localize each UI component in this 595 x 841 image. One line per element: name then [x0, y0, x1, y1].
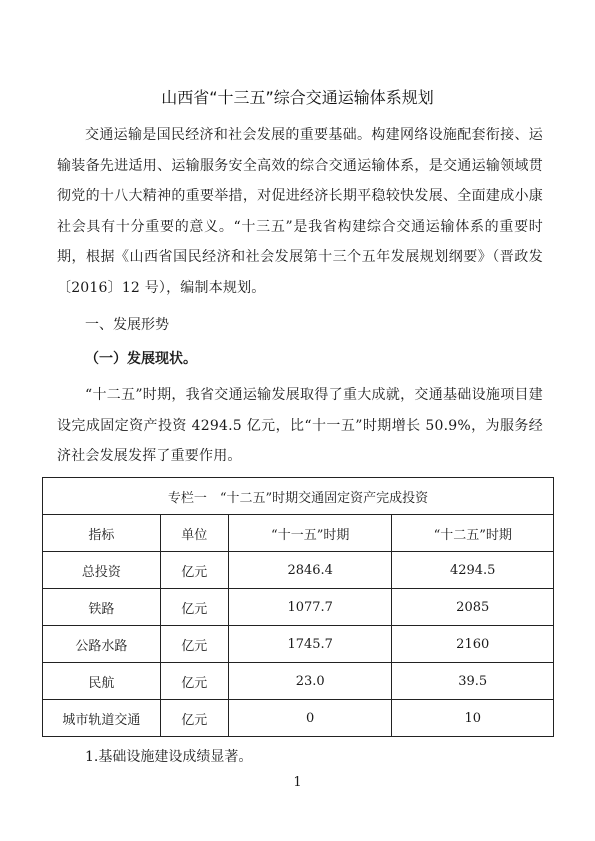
table-cell: 2160 — [392, 626, 554, 663]
table-cell: 亿元 — [160, 589, 228, 626]
table-cell: 4294.5 — [392, 552, 554, 589]
table-cell: 0 — [228, 700, 391, 737]
table-cell: 公路水路 — [43, 626, 161, 663]
status-paragraph: “十二五”时期，我省交通运输发展取得了重大成就，交通基础设施项目建设完成固定资产投资 4294.5 亿元，比“十一五”时期增长 50.9%，为服务经济社会发展发挥了重要作用。 — [57, 387, 543, 464]
document-title: 山西省“十三五”综合交通运输体系规划 — [161, 88, 434, 107]
section-heading: 一、发展形势 — [85, 317, 169, 333]
table-cell: 城市轨道交通 — [43, 700, 161, 737]
table-row — [43, 552, 554, 589]
investment-table — [42, 477, 554, 737]
table-row — [43, 626, 554, 663]
table-cell: 亿元 — [160, 626, 228, 663]
table-cell: 铁路 — [43, 589, 161, 626]
table-cell: 亿元 — [160, 552, 228, 589]
table-row — [43, 589, 554, 626]
subsection-heading: （一）发展现状。 — [85, 351, 197, 367]
table-header-cell: “十二五”时期 — [392, 515, 554, 552]
table-cell: 1077.7 — [228, 589, 391, 626]
table-cell: 亿元 — [160, 663, 228, 700]
table-cell: 39.5 — [392, 663, 554, 700]
table-caption: 专栏一 “十二五”时期交通固定资产完成投资 — [43, 478, 554, 515]
table-header-cell: 单位 — [160, 515, 228, 552]
table-cell: 亿元 — [160, 700, 228, 737]
table-cell: 总投资 — [43, 552, 161, 589]
table-cell: 民航 — [43, 663, 161, 700]
page-number: 1 — [293, 775, 302, 790]
table-cell: 10 — [392, 700, 554, 737]
table-cell: 23.0 — [228, 663, 391, 700]
table-cell: 2846.4 — [228, 552, 391, 589]
table-header-cell: “十一五”时期 — [228, 515, 391, 552]
table-row — [43, 700, 554, 737]
table-row — [43, 663, 554, 700]
intro-paragraph: 交通运输是国民经济和社会发展的重要基础。构建网络设施配套衔接、运输装备先进适用、运输服务安全高效的综合交通运输体系，是交通运输领域贯彻党的十八大精神的重要举措，对促进经济长期平稳较快发展、全面建成小康社会具有十分重要的意义。“十三五”是我省构建综合交通运输体系的重要时期，根据《山西省国民经济和社会发展第十三个五年发展规划纲要》（晋政发〔2016〕12 号），编制本规划。 — [57, 127, 543, 296]
infrastructure-subheading: 1.基础设施建设成绩显著。 — [85, 749, 253, 765]
table-header-cell: 指标 — [43, 515, 161, 552]
table-caption-row — [43, 478, 554, 515]
table-cell: 1745.7 — [228, 626, 391, 663]
table-cell: 2085 — [392, 589, 554, 626]
table-header-row — [43, 515, 554, 552]
